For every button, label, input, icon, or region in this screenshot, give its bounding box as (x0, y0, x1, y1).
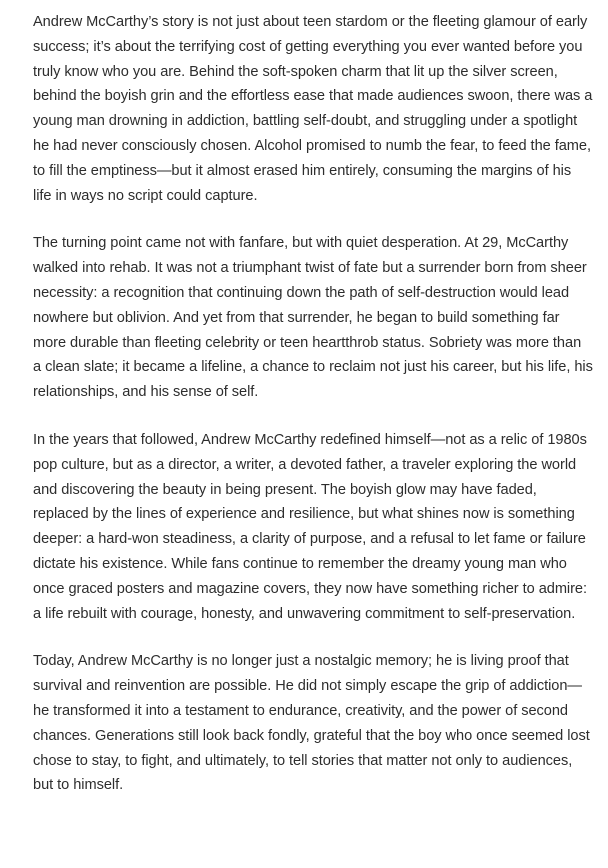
paragraph-2: The turning point came not with fanfare, but with quiet desperation. At 29, McCarthy walked into rehab. It was not a triumphant twist of fate but a surrender born from sheer necessity: a recognition that continuing down the path of self-destruction would lead nowhere but oblivion. And yet from that surrender, he began to build something far more durable than fleeting celebrity or teen heartthrob status. Sobriety was more than a clean slate; it became a lifeline, a chance to reclaim not just his career, but his life, his relationships, and his sense of self. (33, 235, 593, 401)
paragraph-3: In the years that followed, Andrew McCarthy redefined himself—not as a relic of 1980s pop culture, but as a director, a writer, a devoted father, a traveler exploring the world and discovering the beauty in being present. The boyish glow may have faded, replaced by the lines of experience and resilience, but what shines now is something deeper: a hard-won steadiness, a clarity of purpose, and a refusal to let fame or failure dictate his existence. While fans continue to remember the dreamy young man who once graced posters and magazine covers, they now have something richer to admire: a life rebuilt with courage, honesty, and unwavering commitment to self-preservation. (33, 431, 588, 622)
paragraph-4: Today, Andrew McCarthy is no longer just a nostalgic memory; he is living proof that survival and reinvention are possible. He did not simply escape the grip of addiction—he transformed it into a testament to endurance, creativity, and the power of second chances. Generations still look back fondly, grateful that the boy who once seemed lost chose to stay, to fight, and ultimately, to tell stories that matter not only to audiences, but to himself. (33, 653, 590, 794)
paragraph-1: Andrew McCarthy’s story is not just about teen stardom or the fleeting glamour of early success; it’s about the terrifying cost of getting everything you ever wanted before you truly know who you are. Behind the soft-spoken charm that lit up the silver screen, behind the boyish grin and the effortless ease that made audiences swoon, there was a young man drowning in addiction, battling self-doubt, and struggling under a spotlight he had never consciously chosen. Alcohol promised to numb the fear, to feed the fame, to fill the emptiness—but it almost erased him entirely, consuming the margins of his life in ways no script could capture. (33, 14, 593, 204)
article-body (33, 10, 593, 821)
